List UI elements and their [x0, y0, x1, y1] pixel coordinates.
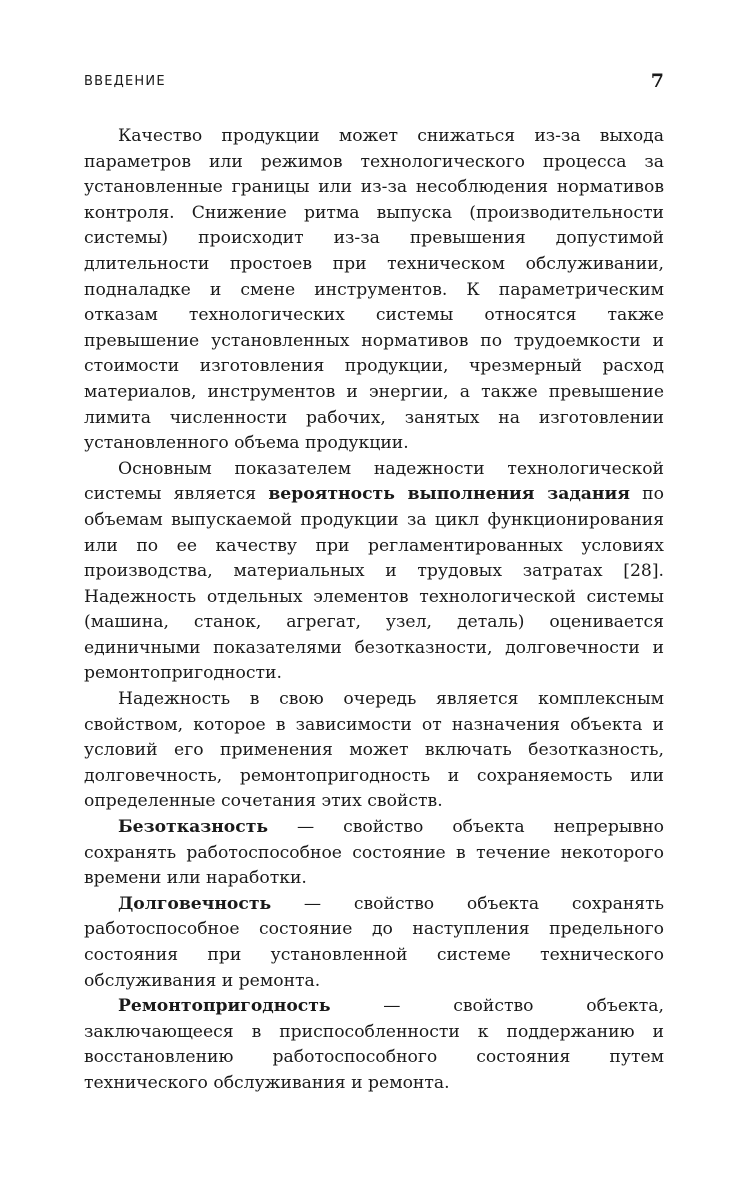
paragraph-quality: [84, 124, 664, 457]
term-maintainability: Ремонтопригодность: [118, 996, 331, 1017]
paragraph-text: Качество продукции может снижаться из-за выхода параметров или режимов технологического процесса за установленные границы или из-за несоблюдения нормативов контроля. Снижение ритма выпуска (производительности системы) происходит из-за превышения допустимой длительности простоев при техническом обслуживании, подналадке и смене инструментов. К параметрическим отказам технологических системы относятся также превышение установленных нормативов по трудоемкости и стоимости изготовления продукции, чрезмерный расход материалов, инструментов и энергии, а также превышение лимита численности рабочих, занятых на изготовлении установленного объема продукции.: [84, 126, 664, 454]
paragraph-maintainability: [84, 994, 664, 1096]
definition-text: — свойство объекта сохранять работоспособное состояние до наступления предельного состояния при установленной системе технического обслуживания и ремонта.: [84, 893, 664, 991]
book-page: [84, 70, 664, 1097]
page-number: 7: [650, 70, 664, 92]
definition-text: — свойство объекта непрерывно сохранять работоспособное состояние в течение некоторого времени или наработки.: [84, 817, 664, 889]
term-task-probability: вероятность выполнения задания: [268, 484, 630, 505]
body-text: [84, 124, 664, 1097]
definition-text: — свойство объекта, заключающееся в приспособленности к поддержанию и восстановлению работоспособного состояния путем технического обслуживания и ремонта.: [84, 996, 664, 1093]
paragraph-reliability-property: [84, 687, 664, 815]
section-title: ВВЕДЕНИЕ: [84, 74, 166, 89]
paragraph-durability: [84, 892, 664, 994]
paragraph-fail-safety: [84, 815, 664, 892]
paragraph-reliability-indicator: [84, 457, 664, 687]
paragraph-text: Надежность в свою очередь является комплексным свойством, которое в зависимости от назначения объекта и условий его применения может включать безотказность, долговечность, ремонтопригодность и сохраняемость или определенные сочетания этих свойств.: [84, 689, 664, 812]
term-durability: Долговечность: [118, 893, 272, 914]
paragraph-text: по объемам выпускаемой продукции за цикл функционирования или по ее качеству при регламентированных условиях производства, материальных и трудовых затратах [28]. Надежность отдельных элементов технологической системы (машина, станок, агрегат, узел, деталь) оценивается единичными показателями безотказности, долговечности и ремонтопригодности.: [84, 484, 664, 684]
running-header: [84, 70, 664, 98]
paragraph-text: Основным показателем надежности технологической системы является: [84, 458, 664, 505]
term-fail-safety: Безотказность: [118, 817, 269, 838]
